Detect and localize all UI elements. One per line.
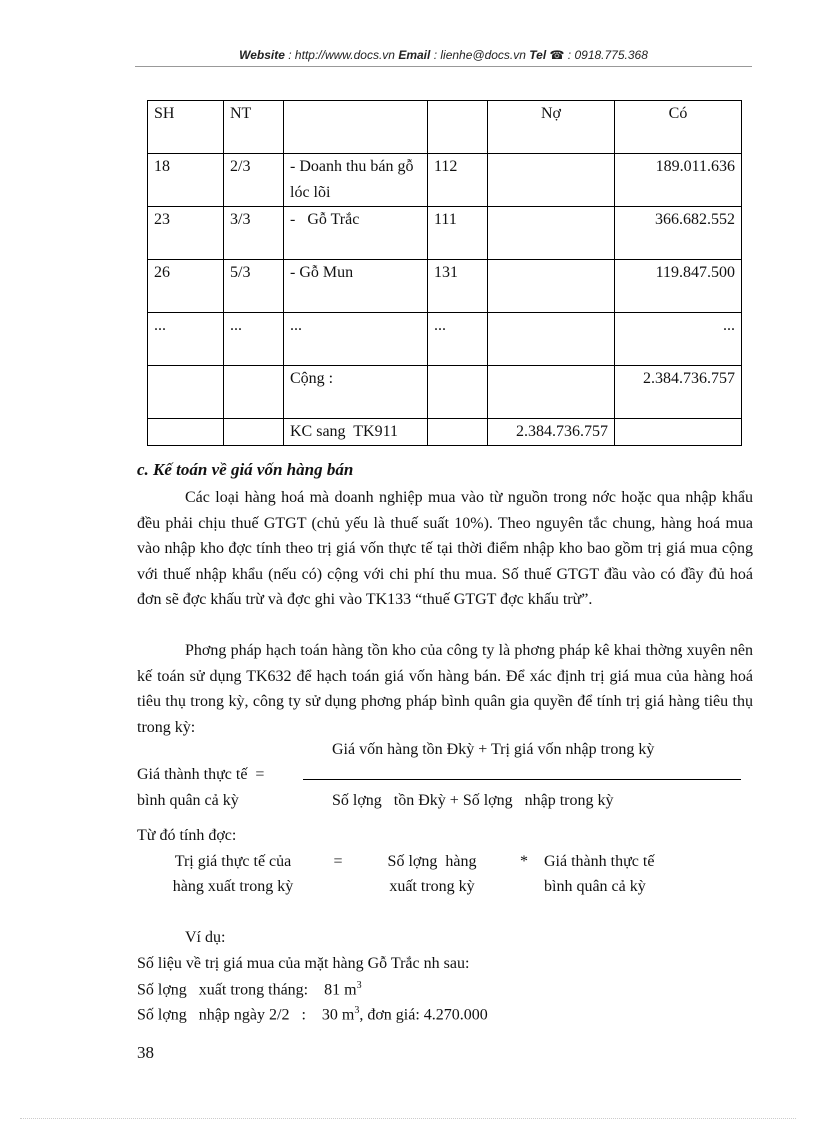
example-line-3-sup: 3 (354, 1005, 360, 1016)
cell-credit: 366.682.552 (615, 207, 742, 260)
derive-times: * (520, 853, 528, 870)
cell-description: Cộng : (284, 366, 428, 419)
section-title: c. Kế toán về giá vốn hàng bán (137, 460, 354, 479)
cell-debit (488, 154, 615, 207)
formula-lhs-line2: bình quân cả kỳ (137, 792, 239, 809)
formula-denominator: Số lợng tồn Đkỳ + Số lợng nhập trong kỳ (332, 792, 614, 809)
tel-label: Tel ☎ (529, 48, 565, 62)
derive-right-line1: Giá thành thực tế (544, 853, 655, 870)
cell-description: - Doanh thu bán gỗ lóc lõi (284, 154, 428, 207)
table-row (148, 313, 742, 366)
cell-account: ... (428, 313, 488, 366)
email-value[interactable]: : lienhe@docs.vn (433, 48, 526, 62)
example-line-3-rest: , đơn giá: 4.270.000 (359, 1006, 488, 1024)
ledger-table (147, 100, 742, 446)
cell-credit: ... (615, 313, 742, 366)
cell-sh: ... (148, 313, 224, 366)
cell-debit (488, 313, 615, 366)
cell-sh: 26 (148, 260, 224, 313)
cell-account: 112 (428, 154, 488, 207)
header-debit: Nợ (488, 101, 615, 154)
derive-right-line2: bình quân cả kỳ (544, 878, 646, 895)
cell-description: ... (284, 313, 428, 366)
example-label: Ví dụ: (185, 929, 226, 946)
table-header-row (148, 101, 742, 154)
example-line-2-sup: 3 (356, 980, 362, 991)
cell-credit: 2.384.736.757 (615, 366, 742, 419)
footer-dotted-rule (20, 1118, 796, 1119)
cell-debit: 2.384.736.757 (488, 419, 615, 446)
cell-sh (148, 419, 224, 446)
derive-left-line1: Trị giá thực tế của (174, 853, 292, 870)
cell-account (428, 366, 488, 419)
table-row-transfer (148, 419, 742, 446)
cell-credit: 119.847.500 (615, 260, 742, 313)
cell-nt (224, 366, 284, 419)
derive-left (153, 849, 313, 899)
website-value[interactable]: : http://www.docs.vn (288, 48, 395, 62)
cell-nt: 2/3 (224, 154, 284, 207)
example-line-3-text: Số lợng nhập ngày 2/2 : 30 m (137, 1006, 355, 1024)
example-line-1: Số liệu về trị giá mua của mặt hàng Gỗ Trắc nh sau: (137, 955, 470, 972)
website-label: Website (239, 48, 285, 62)
cell-debit (488, 207, 615, 260)
example-line-2 (137, 980, 362, 999)
derive-equals: = (333, 853, 343, 870)
tel-value: : 0918.775.368 (567, 48, 648, 62)
derive-mid-line1: Số lợng hàng (387, 853, 477, 870)
header-credit: Có (615, 101, 742, 154)
header-sh: SH (148, 101, 224, 154)
cell-credit (615, 419, 742, 446)
email-label: Email (398, 48, 431, 62)
paragraph-2 (137, 638, 753, 740)
cell-sh: 23 (148, 207, 224, 260)
header-divider (135, 66, 752, 67)
table-row (148, 207, 742, 260)
example-line-2-text: Số lợng xuất trong tháng: 81 m (137, 981, 357, 999)
cell-nt: ... (224, 313, 284, 366)
cell-sh: 18 (148, 154, 224, 207)
example-line-3 (137, 1005, 488, 1024)
formula-lhs-line1: Giá thành thực tế = (137, 766, 265, 783)
paragraph-2-text: Phơng pháp hạch toán hàng tồn kho của công ty là phơng pháp kê khai thờng xuyên nên kế toán sử dụng TK632 để hạch toán giá vốn hàng bán. Để xác định trị giá mua của hàng hoá tiêu thụ trong kỳ, công ty sử dụng phơng pháp bình quân gia quyền để tính trị giá hàng tiêu thụ trong kỳ: (137, 642, 753, 736)
derive-mid (370, 849, 494, 899)
cell-description: - Gỗ Mun (284, 260, 428, 313)
cell-description: - Gỗ Trắc (284, 207, 428, 260)
page-number: 38 (137, 1043, 154, 1062)
derive-mid-line2: xuất trong kỳ (389, 878, 475, 895)
cell-nt (224, 419, 284, 446)
paragraph-1 (137, 485, 753, 613)
cell-nt: 5/3 (224, 260, 284, 313)
cell-debit (488, 260, 615, 313)
table-row (148, 260, 742, 313)
derive-right (544, 849, 684, 899)
header-description (284, 101, 428, 154)
header-account (428, 101, 488, 154)
cell-debit (488, 366, 615, 419)
header-nt: NT (224, 101, 284, 154)
table-row-total (148, 366, 742, 419)
table-row (148, 154, 742, 207)
formula-numerator: Giá vốn hàng tồn Đkỳ + Trị giá vốn nhập trong kỳ (332, 741, 655, 758)
page-header (135, 48, 752, 62)
formula-fraction-bar (303, 779, 741, 780)
cell-account (428, 419, 488, 446)
cell-nt: 3/3 (224, 207, 284, 260)
paragraph-1-text: Các loại hàng hoá mà doanh nghiệp mua vào từ nguồn trong nớc hoặc qua nhập khẩu đều phải chịu thuế GTGT (chủ yếu là thuế suất 10%). Theo nguyên tắc chung, hàng hoá mua vào nhập kho đợc tính theo trị giá vốn thực tế tại thời điểm nhập kho bao gồm trị giá mua cộng với thuế nhập khẩu (nếu có) cộng với chi phí thu mua. Số thuế GTGT đầu vào có đầy đủ hoá đơn sẽ đợc khấu trừ và đợc ghi vào TK133 “thuế GTGT đợc khấu trừ”. (137, 489, 753, 608)
cell-sh (148, 366, 224, 419)
cell-description: KC sang TK911 (284, 419, 428, 446)
cell-account: 111 (428, 207, 488, 260)
cell-account: 131 (428, 260, 488, 313)
derive-label: Từ đó tính đợc: (137, 827, 237, 844)
cell-credit: 189.011.636 (615, 154, 742, 207)
derive-left-line2: hàng xuất trong kỳ (172, 878, 294, 895)
